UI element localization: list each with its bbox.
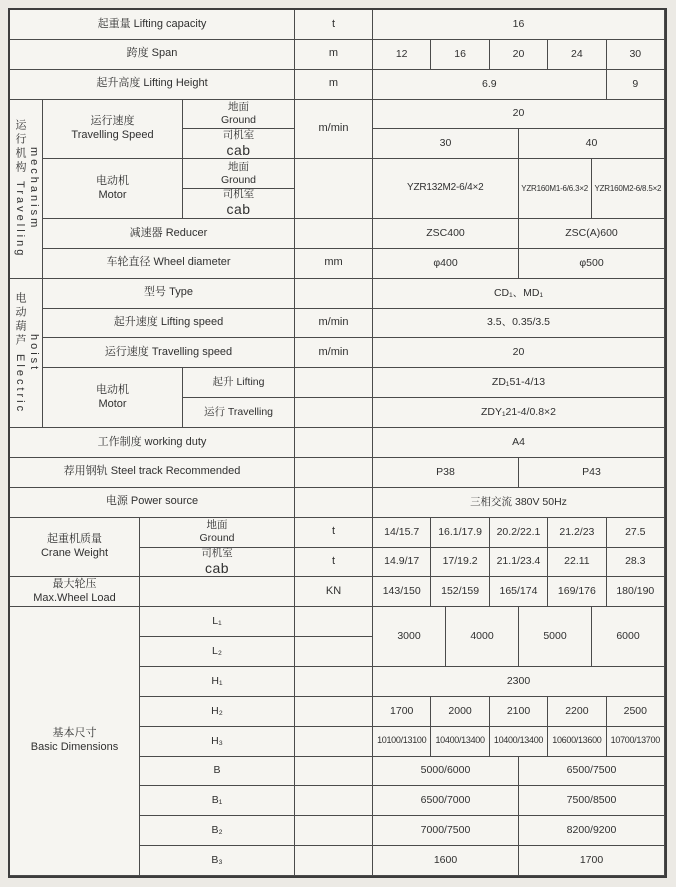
crane-weight-ground-value: 16.1/17.9 — [431, 518, 489, 548]
reducer-left: ZSC400 — [426, 226, 465, 239]
hoist-motor-lifting-value: ZD₁51-4/13 — [373, 368, 665, 398]
dim-h3-value: 10400/13400 — [490, 727, 548, 757]
crane-weight-cab-sublabel: 司机室 cab — [140, 548, 295, 578]
steel-track-left: P38 — [436, 465, 455, 478]
dim-h2-sublabel: H₂ — [140, 697, 295, 727]
dim-h1-value: 2300 — [373, 667, 665, 697]
span-value: 30 — [607, 40, 665, 70]
wheel-diameter-label: 车轮直径 Wheel diameter — [43, 249, 295, 279]
max-wheel-load-sub-empty — [140, 577, 295, 607]
crane-weight-ground-sublabel: 地面 Ground — [140, 518, 295, 548]
dim-h1-sublabel: H₁ — [140, 667, 295, 697]
hoist-travelling-speed-unit: m/min — [295, 338, 373, 368]
hoist-motor-travelling-unit-empty — [295, 398, 373, 428]
dim-l-value: 6000 — [591, 607, 664, 666]
working-duty-value: A4 — [373, 428, 665, 458]
power-source-value: 三相交流 380V 50Hz — [373, 488, 665, 518]
hoist-motor-travelling-sublabel: 运行 Travelling — [183, 398, 295, 428]
lifting-height-main: 6.9 — [373, 70, 607, 100]
crane-weight-ground-value: 20.2/22.1 — [490, 518, 548, 548]
wheel-diameter-unit: mm — [295, 249, 373, 279]
dim-b2-unit-empty — [295, 816, 373, 846]
working-duty-label: 工作制度 working duty — [10, 428, 295, 458]
section-label-electric-hoist: 电动葫芦 Electric hoist — [10, 279, 43, 428]
dim-h2-value: 2200 — [548, 697, 606, 727]
crane-weight-ground-unit: t — [295, 518, 373, 548]
dim-l-values — [373, 607, 665, 667]
hoist-motor-lifting-sublabel: 起升 Lifting — [183, 368, 295, 398]
hoist-motor-lifting-unit-empty — [295, 368, 373, 398]
power-source-unit-empty — [295, 488, 373, 518]
dim-b2-right: 8200/9200 — [518, 816, 664, 845]
dim-l-value: 4000 — [445, 607, 518, 666]
dim-b3-unit-empty — [295, 846, 373, 876]
hoist-motor-travelling-value: ZDY₁21-4/0.8×2 — [373, 398, 665, 428]
dim-b1-values — [373, 786, 665, 816]
hoist-type-value: CD₁、MD₁ — [373, 279, 665, 309]
travelling-speed-unit: m/min — [295, 100, 373, 160]
dim-l2-sublabel: L₂ — [140, 637, 295, 667]
basic-dimensions-label: 基本尺寸 Basic Dimensions — [10, 607, 140, 876]
dim-b-right: 6500/7500 — [518, 757, 664, 786]
dim-b-values — [373, 757, 665, 787]
travel-motor-value: YZR160M2-6/8.5×2 — [591, 159, 664, 218]
travelling-speed-label — [43, 100, 183, 160]
dim-b1-left: 6500/7000 — [420, 794, 471, 807]
max-wheel-load-value: 165/174 — [490, 577, 548, 607]
reducer-label: 减速器 Reducer — [43, 219, 295, 249]
hoist-lifting-speed-value: 3.5、0.35/3.5 — [373, 309, 665, 339]
dim-b3-right: 1700 — [518, 846, 664, 875]
speed-cab-left: 30 — [439, 137, 452, 150]
hoist-travelling-speed-label: 运行速度 Travelling speed — [43, 338, 295, 368]
crane-weight-cab-value: 28.3 — [607, 548, 665, 578]
span-value: 20 — [490, 40, 548, 70]
dim-h3-value: 10600/13600 — [548, 727, 606, 757]
dim-b-unit-empty — [295, 757, 373, 787]
crane-weight-label: 起重机质量 Crane Weight — [10, 518, 140, 578]
wheel-diameter-left: φ400 — [433, 256, 458, 269]
max-wheel-load-value: 169/176 — [548, 577, 606, 607]
hoist-lifting-speed-unit: m/min — [295, 309, 373, 339]
dim-l1-sublabel: L₁ — [140, 607, 295, 637]
motor-ground-sublabel: 地面 Ground — [183, 159, 295, 189]
crane-weight-ground-value: 27.5 — [607, 518, 665, 548]
lifting-height-unit: m — [295, 70, 373, 100]
hoist-type-unit-empty — [295, 279, 373, 309]
max-wheel-load-label: 最大轮压 Max.Wheel Load — [10, 577, 140, 607]
dim-b-sublabel: B — [140, 757, 295, 787]
lifting-height-label: 起升高度 Lifting Height — [10, 70, 295, 100]
dim-b2-values — [373, 816, 665, 846]
max-wheel-load-unit: KN — [295, 577, 373, 607]
travel-motor-label: 电动机 Motor — [43, 159, 183, 219]
dim-b3-left: 1600 — [433, 853, 458, 866]
dim-h3-unit-empty — [295, 727, 373, 757]
span-value: 16 — [431, 40, 489, 70]
dim-h2-unit-empty — [295, 697, 373, 727]
dim-b1-unit-empty — [295, 786, 373, 816]
speed-cab-sublabel: 司机室 cab — [183, 129, 295, 159]
hoist-type-label: 型号 Type — [43, 279, 295, 309]
working-duty-unit-empty — [295, 428, 373, 458]
crane-weight-ground-value: 14/15.7 — [373, 518, 431, 548]
dim-b3-values — [373, 846, 665, 876]
crane-weight-cab-value: 14.9/17 — [373, 548, 431, 578]
speed-cab-values — [373, 129, 665, 159]
steel-track-right: P43 — [518, 458, 664, 487]
dim-h3-value: 10100/13100 — [373, 727, 431, 757]
hoist-lifting-speed-label: 起升速度 Lifting speed — [43, 309, 295, 339]
lifting-capacity-value: 16 — [373, 10, 665, 40]
speed-cab-right: 40 — [518, 129, 664, 158]
power-source-label: 电源 Power source — [10, 488, 295, 518]
crane-weight-cab-value: 21.1/23.4 — [490, 548, 548, 578]
span-value: 12 — [373, 40, 431, 70]
lifting-height-last: 9 — [607, 70, 665, 100]
crane-weight-cab-value: 17/19.2 — [431, 548, 489, 578]
travel-motor-unit-empty — [295, 159, 373, 219]
crane-weight-ground-value: 21.2/23 — [548, 518, 606, 548]
span-value: 24 — [548, 40, 606, 70]
lifting-capacity-unit: t — [295, 10, 373, 40]
dim-l1-unit-empty — [295, 607, 373, 637]
max-wheel-load-value: 180/190 — [607, 577, 665, 607]
dim-h3-value: 10400/13400 — [431, 727, 489, 757]
speed-ground-sublabel: 地面 Ground — [183, 100, 295, 130]
speed-ground-value: 20 — [373, 100, 665, 130]
travel-motor-values — [373, 159, 665, 219]
dim-h2-value: 1700 — [373, 697, 431, 727]
steel-track-values — [373, 458, 665, 488]
dim-b1-right: 7500/8500 — [518, 786, 664, 815]
dim-l-value: 5000 — [518, 607, 591, 666]
crane-weight-cab-value: 22.11 — [548, 548, 606, 578]
dim-h2-value: 2500 — [607, 697, 665, 727]
crane-specification-table — [8, 8, 667, 878]
wheel-diameter-right: φ500 — [518, 249, 664, 278]
travelling-speed-label-cn: 运行速度 — [90, 115, 135, 128]
reducer-unit-empty — [295, 219, 373, 249]
span-unit: m — [295, 40, 373, 70]
span-label: 跨度 Span — [10, 40, 295, 70]
dim-h3-sublabel: H₃ — [140, 727, 295, 757]
wheel-diameter-values — [373, 249, 665, 279]
dim-h1-unit-empty — [295, 667, 373, 697]
max-wheel-load-value: 152/159 — [431, 577, 489, 607]
dim-b3-sublabel: B₃ — [140, 846, 295, 876]
lifting-capacity-label: 起重量 Lifting capacity — [10, 10, 295, 40]
reducer-values — [373, 219, 665, 249]
hoist-motor-label: 电动机 Motor — [43, 368, 183, 428]
max-wheel-load-value: 143/150 — [373, 577, 431, 607]
dim-l2-unit-empty — [295, 637, 373, 667]
steel-track-unit-empty — [295, 458, 373, 488]
motor-cab-sublabel: 司机室 cab — [183, 189, 295, 219]
dim-l-value: 3000 — [397, 630, 421, 643]
travelling-speed-label-en: Travelling Speed — [71, 128, 154, 141]
travel-motor-value: YZR160M1-6/6.3×2 — [518, 159, 591, 218]
section-label-travelling-mechanism: 运行机构 Travelling mechanism — [10, 100, 43, 279]
reducer-right: ZSC(A)600 — [518, 219, 664, 248]
travel-motor-value: YZR132M2-6/4×2 — [407, 182, 484, 194]
steel-track-label: 荐用钢轨 Steel track Recommended — [10, 458, 295, 488]
dim-h2-value: 2000 — [431, 697, 489, 727]
hoist-travelling-speed-value: 20 — [373, 338, 665, 368]
dim-h2-value: 2100 — [490, 697, 548, 727]
dim-b2-left: 7000/7500 — [420, 824, 471, 837]
dim-h3-value: 10700/13700 — [607, 727, 665, 757]
crane-weight-cab-unit: t — [295, 548, 373, 578]
dim-b1-sublabel: B₁ — [140, 786, 295, 816]
dim-b-left: 5000/6000 — [420, 764, 471, 777]
dim-b2-sublabel: B₂ — [140, 816, 295, 846]
